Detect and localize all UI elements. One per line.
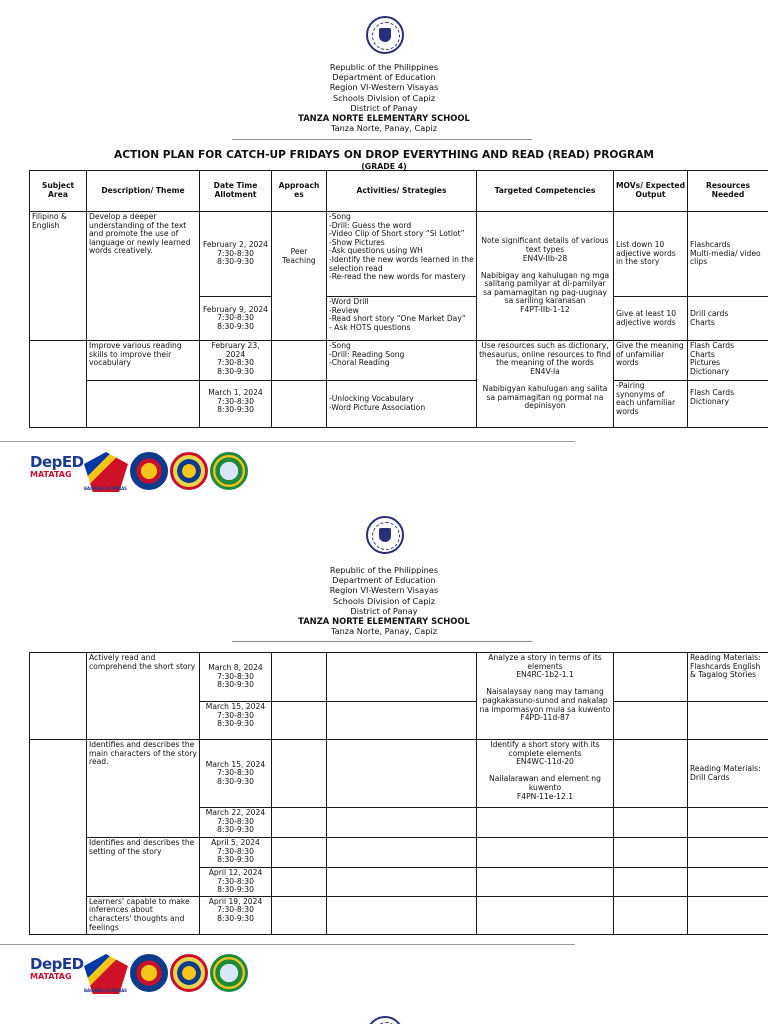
school-seal-icon xyxy=(210,452,248,490)
resources-cell: Flash Cards Charts Pictures Dictionary xyxy=(688,341,768,381)
footer-divider xyxy=(0,441,575,442)
date-cell: March 1, 2024 7:30-8:30 8:30-9:30 xyxy=(200,381,272,428)
date-cell: February 9, 2024 7:30-8:30 8:30-9:30 xyxy=(200,297,272,341)
mov-cell xyxy=(614,740,688,808)
table-row xyxy=(30,381,768,428)
approach-cell xyxy=(272,341,327,381)
mov-cell xyxy=(614,868,688,897)
subject-cell xyxy=(30,653,87,740)
date-cell: March 15, 2024 7:30-8:30 8:30-9:30 xyxy=(200,740,272,808)
description-cell: Identifies and describes the main characters of the story read. xyxy=(87,740,200,838)
mov-cell xyxy=(614,838,688,868)
resources-cell: Drill cards Charts xyxy=(688,297,768,341)
activities-cell xyxy=(327,653,477,702)
resources-cell: Reading Materials: Flashcards English & Tagalog Stories xyxy=(688,653,768,702)
matatag-wordmark: MATATAG xyxy=(30,470,72,479)
district-line: District of Panay xyxy=(350,605,418,616)
activities-cell xyxy=(327,838,477,868)
table-row xyxy=(30,740,768,808)
resources-cell xyxy=(688,896,768,934)
matatag-wordmark: MATATAG xyxy=(30,972,72,981)
activities-cell xyxy=(327,702,477,740)
district-line: District of Panay xyxy=(350,102,418,113)
description-cell: Identifies and describes the setting of the story xyxy=(87,838,200,897)
letterhead xyxy=(0,565,768,636)
date-cell: February 23, 2024 7:30-8:30 8:30-9:30 xyxy=(200,341,272,381)
grade-label: (GRADE 4) xyxy=(361,162,407,171)
region-line: Region VI-Western Visayas xyxy=(329,585,439,596)
deped-wordmark: DepED xyxy=(30,453,84,471)
approach-cell xyxy=(272,740,327,808)
deped-matatag-logo xyxy=(30,955,84,990)
table-row xyxy=(30,341,768,381)
activities-cell xyxy=(327,740,477,808)
district-seal-icon xyxy=(170,452,208,490)
activities-cell: -Unlocking Vocabulary -Word Picture Association xyxy=(327,381,477,428)
deped-matatag-logo xyxy=(30,453,84,488)
description-cell xyxy=(87,381,200,428)
document-title: ACTION PLAN FOR CATCH-UP FRIDAYS ON DROP EVERYTHING AND READ (READ) PROGRAM xyxy=(114,149,654,161)
col-date-time: Date Time Allotment xyxy=(200,171,272,212)
col-resources: Resources Needed xyxy=(688,171,768,212)
activities-cell xyxy=(327,868,477,897)
mov-cell xyxy=(614,702,688,740)
resources-cell xyxy=(688,838,768,868)
competencies-cell: Analyze a story in terms of its elements EN4RC-1b2-1.1 Naisalaysay nang may tamang pagkakasuno-sunod and nakalap na impormasyon mula sa kuwento F4PD-11d-87 xyxy=(477,653,614,740)
approach-cell xyxy=(272,896,327,934)
resources-cell: Reading Materials: Drill Cards xyxy=(688,740,768,808)
mov-cell: List down 10 adjective words in the story xyxy=(614,212,688,297)
description-cell: Improve various reading skills to improve their vocabulary xyxy=(87,341,200,381)
school-address: Tanza Norte, Panay, Capiz xyxy=(330,123,438,134)
deped-seal-icon xyxy=(366,16,404,54)
mov-cell: Give at least 10 adjective words xyxy=(614,297,688,341)
resources-cell: Flashcards Multi-media/ video clips xyxy=(688,212,768,297)
bagong-pilipinas-text: BAGONG PILIPINAS xyxy=(84,988,128,993)
competencies-cell xyxy=(477,896,614,934)
date-cell: March 8, 2024 7:30-8:30 8:30-9:30 xyxy=(200,653,272,702)
resources-cell xyxy=(688,868,768,897)
table-row xyxy=(30,896,768,934)
school-name: TANZA NORTE ELEMENTARY SCHOOL xyxy=(298,113,470,124)
date-cell: February 2, 2024 7:30-8:30 8:30-9:30 xyxy=(200,212,272,297)
competencies-cell: Note significant details of various text types EN4V-IIb-28 Nabibigay ang kahulugan ng mga salitang pamilyar at di-pamilyar sa pamamagitan ng pag-uugnay sa sariling karanasan F4PT-IIb-1-12 xyxy=(477,212,614,341)
competencies-cell xyxy=(477,808,614,838)
region-line: Region VI-Western Visayas xyxy=(329,82,439,93)
competencies-cell: Use resources such as dictionary, thesaurus, online resources to find the meaning of the words EN4V-Ia Nabibigyan kahulugan ang salita sa pamamagitan ng pormal na depinisyon xyxy=(477,341,614,428)
school-address: Tanza Norte, Panay, Capiz xyxy=(330,626,438,637)
competencies-cell: Identify a short story with its complete elements EN4WC-11d-20 Nailalarawan and element ng kuwento F4PN-11e-12.1 xyxy=(477,740,614,808)
subject-cell xyxy=(30,740,87,935)
activities-cell xyxy=(327,808,477,838)
competencies-cell xyxy=(477,838,614,868)
action-plan-table-page1 xyxy=(29,170,768,428)
division-seal-icon xyxy=(130,452,168,490)
subject-cell: Filipino & English xyxy=(30,212,87,341)
department-line: Department of Education xyxy=(332,72,436,83)
action-plan-table-page2 xyxy=(29,652,768,935)
resources-cell xyxy=(688,702,768,740)
description-cell: Learners' capable to make inferences about characters' thoughts and feelings xyxy=(87,896,200,934)
competencies-cell xyxy=(477,868,614,897)
bagong-pilipinas-text: BAGONG PILIPINAS xyxy=(84,486,128,491)
activities-cell: -Song -Drill: Guess the word -Video Clip of Short story “Si Lotlot” -Show Pictures -Ask questions using WH -Identify the new words learned in the selection read -Re-read the new words for mastery xyxy=(327,212,477,297)
mov-cell xyxy=(614,808,688,838)
school-seal-icon xyxy=(210,954,248,992)
date-cell: April 19, 2024 7:30-8:30 8:30-9:30 xyxy=(200,896,272,934)
approach-cell xyxy=(272,381,327,428)
header-divider xyxy=(232,641,532,642)
resources-cell: Flash Cards Dictionary xyxy=(688,381,768,428)
footer-logos xyxy=(30,950,250,996)
mov-cell xyxy=(614,653,688,702)
col-activities: Activities/ Strategies xyxy=(327,171,477,212)
table-row xyxy=(30,653,768,702)
approach-cell xyxy=(272,653,327,702)
col-description: Description/ Theme xyxy=(87,171,200,212)
col-subject-area: Subject Area xyxy=(30,171,87,212)
table-row xyxy=(30,838,768,868)
approach-cell: Peer Teaching xyxy=(272,212,327,341)
date-cell: March 22, 2024 7:30-8:30 8:30-9:30 xyxy=(200,808,272,838)
approach-cell xyxy=(272,838,327,868)
header-divider xyxy=(232,139,532,140)
footer-logos xyxy=(30,448,250,494)
approach-cell xyxy=(272,808,327,838)
division-line: Schools Division of Capiz xyxy=(332,595,436,606)
date-cell: April 5, 2024 7:30-8:30 8:30-9:30 xyxy=(200,838,272,868)
table-row xyxy=(30,212,768,297)
col-movs: MOVs/ Expected Output xyxy=(614,171,688,212)
mov-cell: -Pairing synonyms of each unfamiliar words xyxy=(614,381,688,428)
letterhead xyxy=(0,62,768,133)
republic-line: Republic of the Philippines xyxy=(329,62,439,72)
footer-divider xyxy=(0,944,575,945)
activities-cell xyxy=(327,896,477,934)
approach-cell xyxy=(272,702,327,740)
department-line: Department of Education xyxy=(332,575,436,586)
date-cell: April 12, 2024 7:30-8:30 8:30-9:30 xyxy=(200,868,272,897)
mov-cell: Give the meaning of unfamiliar words xyxy=(614,341,688,381)
activities-cell: -Word Drill -Review -Read short story “One Market Day” - Ask HOTS questions xyxy=(327,297,477,341)
description-cell: Develop a deeper understanding of the text and promote the use of language or newly learned words creatively. xyxy=(87,212,200,341)
district-seal-icon xyxy=(170,954,208,992)
division-line: Schools Division of Capiz xyxy=(332,92,436,103)
table-header-row xyxy=(30,171,768,212)
col-competencies: Targeted Competencies xyxy=(477,171,614,212)
deped-seal-icon xyxy=(366,516,404,554)
deped-seal-icon xyxy=(366,1016,404,1024)
activities-cell: -Song -Drill: Reading Song -Choral Reading xyxy=(327,341,477,381)
mov-cell xyxy=(614,896,688,934)
division-seal-icon xyxy=(130,954,168,992)
subject-cell xyxy=(30,341,87,428)
republic-line: Republic of the Philippines xyxy=(329,565,439,575)
date-cell: March 15, 2024 7:30-8:30 8:30-9:30 xyxy=(200,702,272,740)
description-cell: Actively read and comprehend the short story xyxy=(87,653,200,740)
deped-wordmark: DepED xyxy=(30,955,84,973)
col-approaches: Approach es xyxy=(272,171,327,212)
resources-cell xyxy=(688,808,768,838)
school-name: TANZA NORTE ELEMENTARY SCHOOL xyxy=(298,616,470,627)
approach-cell xyxy=(272,868,327,897)
